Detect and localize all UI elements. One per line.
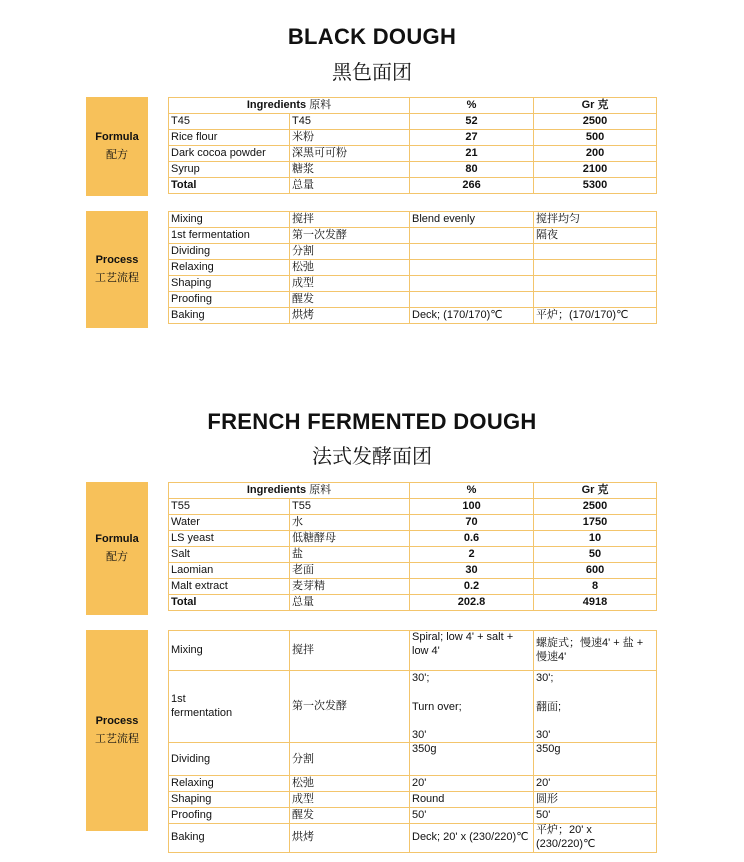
step-detail-zh bbox=[534, 244, 657, 260]
ingredients-header bbox=[169, 483, 410, 499]
total-label-zh: 总量 bbox=[290, 595, 410, 611]
step-detail-zh: 圆形 bbox=[534, 792, 657, 808]
step-en: Proofing bbox=[169, 808, 290, 824]
total-grams: 4918 bbox=[534, 595, 657, 611]
table-row bbox=[169, 547, 657, 563]
detail-line: 30'; bbox=[536, 672, 554, 684]
ingredient-percent: 52 bbox=[410, 114, 534, 130]
section-title-en: FRENCH FERMENTED DOUGH bbox=[207, 409, 537, 434]
ingredient-percent: 100 bbox=[410, 499, 534, 515]
step-zh: 分割 bbox=[290, 244, 410, 260]
step-detail-zh bbox=[534, 276, 657, 292]
table-row bbox=[169, 631, 657, 671]
step-zh: 醒发 bbox=[290, 292, 410, 308]
gr-header: Gr 克 bbox=[534, 98, 657, 114]
ingredient-en: Malt extract bbox=[169, 579, 290, 595]
step-en: Dividing bbox=[169, 244, 290, 260]
step-en: Dividing bbox=[169, 743, 290, 776]
ingredient-en: Syrup bbox=[169, 162, 290, 178]
total-percent: 202.8 bbox=[410, 595, 534, 611]
total-percent: 266 bbox=[410, 178, 534, 194]
step-detail-en bbox=[410, 244, 534, 260]
step-en: 1st fermentation bbox=[169, 228, 290, 244]
ingredient-zh: 米粉 bbox=[290, 130, 410, 146]
ingredient-en: Rice flour bbox=[169, 130, 290, 146]
total-row bbox=[169, 595, 657, 611]
step-en: Proofing bbox=[169, 292, 290, 308]
step-zh: 分割 bbox=[290, 743, 410, 776]
ingredient-en: Laomian bbox=[169, 563, 290, 579]
step-en: Shaping bbox=[169, 792, 290, 808]
ingredient-zh: 低糖酵母 bbox=[290, 531, 410, 547]
ingredient-zh: 糖浆 bbox=[290, 162, 410, 178]
process-table bbox=[168, 630, 657, 853]
ingredient-zh: 深黑可可粉 bbox=[290, 146, 410, 162]
ingredient-en: Dark cocoa powder bbox=[169, 146, 290, 162]
formula-label bbox=[86, 482, 148, 615]
table-row bbox=[169, 114, 657, 130]
step-en-line: fermentation bbox=[171, 706, 233, 719]
formula-label-en: Formula bbox=[95, 533, 139, 545]
detail-line: 30' bbox=[536, 729, 551, 742]
step-detail-en bbox=[410, 671, 534, 743]
ingredient-grams: 2100 bbox=[534, 162, 657, 178]
formula-table bbox=[168, 97, 657, 194]
step-zh: 第一次发酵 bbox=[290, 228, 410, 244]
table-row bbox=[169, 130, 657, 146]
step-detail-en bbox=[410, 260, 534, 276]
step-en-line: 1st bbox=[171, 692, 186, 705]
ingredient-en: LS yeast bbox=[169, 531, 290, 547]
detail-line: Turn over; bbox=[412, 700, 462, 713]
table-row bbox=[169, 808, 657, 824]
step-detail-en bbox=[410, 276, 534, 292]
step-zh: 搅拌 bbox=[290, 212, 410, 228]
table-row bbox=[169, 308, 657, 324]
ingredient-percent: 21 bbox=[410, 146, 534, 162]
step-detail-en: Round bbox=[410, 792, 534, 808]
ingredient-grams: 2500 bbox=[534, 499, 657, 515]
process-label bbox=[86, 211, 148, 328]
process-label-en: Process bbox=[95, 715, 139, 727]
step-detail-en: Deck; (170/170)℃ bbox=[410, 308, 534, 324]
step-en: Relaxing bbox=[169, 260, 290, 276]
ingredient-grams: 2500 bbox=[534, 114, 657, 130]
table-row bbox=[169, 244, 657, 260]
step-detail-zh: 螺旋式；慢速4' + 盐 + 慢速4' bbox=[534, 631, 657, 671]
step-zh: 搅拌 bbox=[290, 631, 410, 671]
ingredients-header-en: Ingredients bbox=[246, 483, 307, 496]
ingredients-header-zh: 原料 bbox=[309, 98, 332, 111]
table-row bbox=[169, 276, 657, 292]
step-en: Mixing bbox=[169, 631, 290, 671]
ingredient-en: T55 bbox=[169, 499, 290, 515]
total-label-en: Total bbox=[169, 595, 290, 611]
formula-label-zh: 配方 bbox=[106, 149, 128, 161]
process-table bbox=[168, 211, 657, 324]
table-row bbox=[169, 563, 657, 579]
ingredient-en: Water bbox=[169, 515, 290, 531]
section-title-zh: 黑色面团 bbox=[332, 62, 412, 84]
ingredient-grams: 500 bbox=[534, 130, 657, 146]
table-row bbox=[169, 228, 657, 244]
table-row bbox=[169, 292, 657, 308]
step-detail-zh bbox=[534, 260, 657, 276]
step-detail-en: 50' bbox=[410, 808, 534, 824]
process-label bbox=[86, 630, 148, 831]
step-detail-en: 20' bbox=[410, 776, 534, 792]
step-detail-en: Spiral; low 4' + salt + low 4' bbox=[410, 631, 534, 671]
step-zh: 成型 bbox=[290, 792, 410, 808]
ingredient-percent: 0.6 bbox=[410, 531, 534, 547]
table-header-row bbox=[169, 483, 657, 499]
ingredient-zh: T55 bbox=[290, 499, 410, 515]
ingredient-percent: 70 bbox=[410, 515, 534, 531]
ingredient-grams: 10 bbox=[534, 531, 657, 547]
ingredient-en: Salt bbox=[169, 547, 290, 563]
detail-line: 30' bbox=[412, 729, 427, 742]
ingredients-header-zh: 原料 bbox=[309, 483, 332, 496]
table-row bbox=[169, 792, 657, 808]
formula-table bbox=[168, 482, 657, 611]
ingredient-grams: 1750 bbox=[534, 515, 657, 531]
ingredient-grams: 200 bbox=[534, 146, 657, 162]
formula-label-zh: 配方 bbox=[106, 551, 128, 563]
step-zh: 醒发 bbox=[290, 808, 410, 824]
step-zh: 第一次发酵 bbox=[290, 671, 410, 743]
total-grams: 5300 bbox=[534, 178, 657, 194]
ingredient-en: T45 bbox=[169, 114, 290, 130]
step-detail-zh: 搅拌均匀 bbox=[534, 212, 657, 228]
step-en: Mixing bbox=[169, 212, 290, 228]
step-detail-zh: 平炉；20' x (230/220)℃ bbox=[534, 824, 657, 853]
step-detail-zh bbox=[534, 292, 657, 308]
step-detail-en: Blend evenly bbox=[410, 212, 534, 228]
total-label-zh: 总量 bbox=[290, 178, 410, 194]
step-en: Baking bbox=[169, 308, 290, 324]
section-title-zh: 法式发酵面团 bbox=[312, 446, 432, 468]
ingredient-zh: 盐 bbox=[290, 547, 410, 563]
gr-header: Gr 克 bbox=[534, 483, 657, 499]
step-zh: 松弛 bbox=[290, 776, 410, 792]
ingredient-grams: 50 bbox=[534, 547, 657, 563]
table-row bbox=[169, 515, 657, 531]
ingredient-percent: 0.2 bbox=[410, 579, 534, 595]
step-en bbox=[169, 671, 290, 743]
detail-line: 翻面; bbox=[536, 700, 562, 713]
step-zh: 成型 bbox=[290, 276, 410, 292]
detail-line: 30'; bbox=[412, 672, 430, 684]
formula-label-en: Formula bbox=[95, 131, 139, 143]
ingredient-percent: 30 bbox=[410, 563, 534, 579]
table-row bbox=[169, 579, 657, 595]
total-label-en: Total bbox=[169, 178, 290, 194]
process-label-zh: 工艺流程 bbox=[95, 733, 139, 745]
ingredients-header-en: Ingredients bbox=[246, 98, 307, 111]
step-detail-en bbox=[410, 228, 534, 244]
ingredient-zh: 麦芽精 bbox=[290, 579, 410, 595]
ingredient-grams: 600 bbox=[534, 563, 657, 579]
percent-header: % bbox=[410, 483, 534, 499]
table-row bbox=[169, 499, 657, 515]
table-row bbox=[169, 743, 657, 776]
ingredient-zh: 水 bbox=[290, 515, 410, 531]
ingredient-zh: T45 bbox=[290, 114, 410, 130]
table-row bbox=[169, 162, 657, 178]
table-row bbox=[169, 531, 657, 547]
ingredient-grams: 8 bbox=[534, 579, 657, 595]
process-label-en: Process bbox=[95, 254, 139, 266]
ingredient-percent: 27 bbox=[410, 130, 534, 146]
step-zh: 烘烤 bbox=[290, 824, 410, 853]
table-row bbox=[169, 776, 657, 792]
formula-label bbox=[86, 97, 148, 196]
ingredient-percent: 2 bbox=[410, 547, 534, 563]
process-label-zh: 工艺流程 bbox=[95, 272, 139, 284]
step-detail-zh: 350g bbox=[534, 743, 657, 776]
table-row bbox=[169, 146, 657, 162]
step-detail-zh bbox=[534, 671, 657, 743]
ingredients-header bbox=[169, 98, 410, 114]
table-row bbox=[169, 212, 657, 228]
table-header-row bbox=[169, 98, 657, 114]
step-zh: 松弛 bbox=[290, 260, 410, 276]
step-detail-zh: 隔夜 bbox=[534, 228, 657, 244]
step-detail-en: 350g bbox=[410, 743, 534, 776]
step-detail-en: Deck; 20' x (230/220)℃ bbox=[410, 824, 534, 853]
ingredient-percent: 80 bbox=[410, 162, 534, 178]
step-detail-en bbox=[410, 292, 534, 308]
total-row bbox=[169, 178, 657, 194]
table-row bbox=[169, 671, 657, 743]
step-en: Relaxing bbox=[169, 776, 290, 792]
table-row bbox=[169, 260, 657, 276]
step-zh: 烘烤 bbox=[290, 308, 410, 324]
step-detail-zh: 50' bbox=[534, 808, 657, 824]
step-en: Baking bbox=[169, 824, 290, 853]
section-title-en: BLACK DOUGH bbox=[287, 24, 457, 49]
step-detail-zh: 平炉；(170/170)℃ bbox=[534, 308, 657, 324]
table-row bbox=[169, 824, 657, 853]
step-detail-zh: 20' bbox=[534, 776, 657, 792]
ingredient-zh: 老面 bbox=[290, 563, 410, 579]
percent-header: % bbox=[410, 98, 534, 114]
step-en: Shaping bbox=[169, 276, 290, 292]
